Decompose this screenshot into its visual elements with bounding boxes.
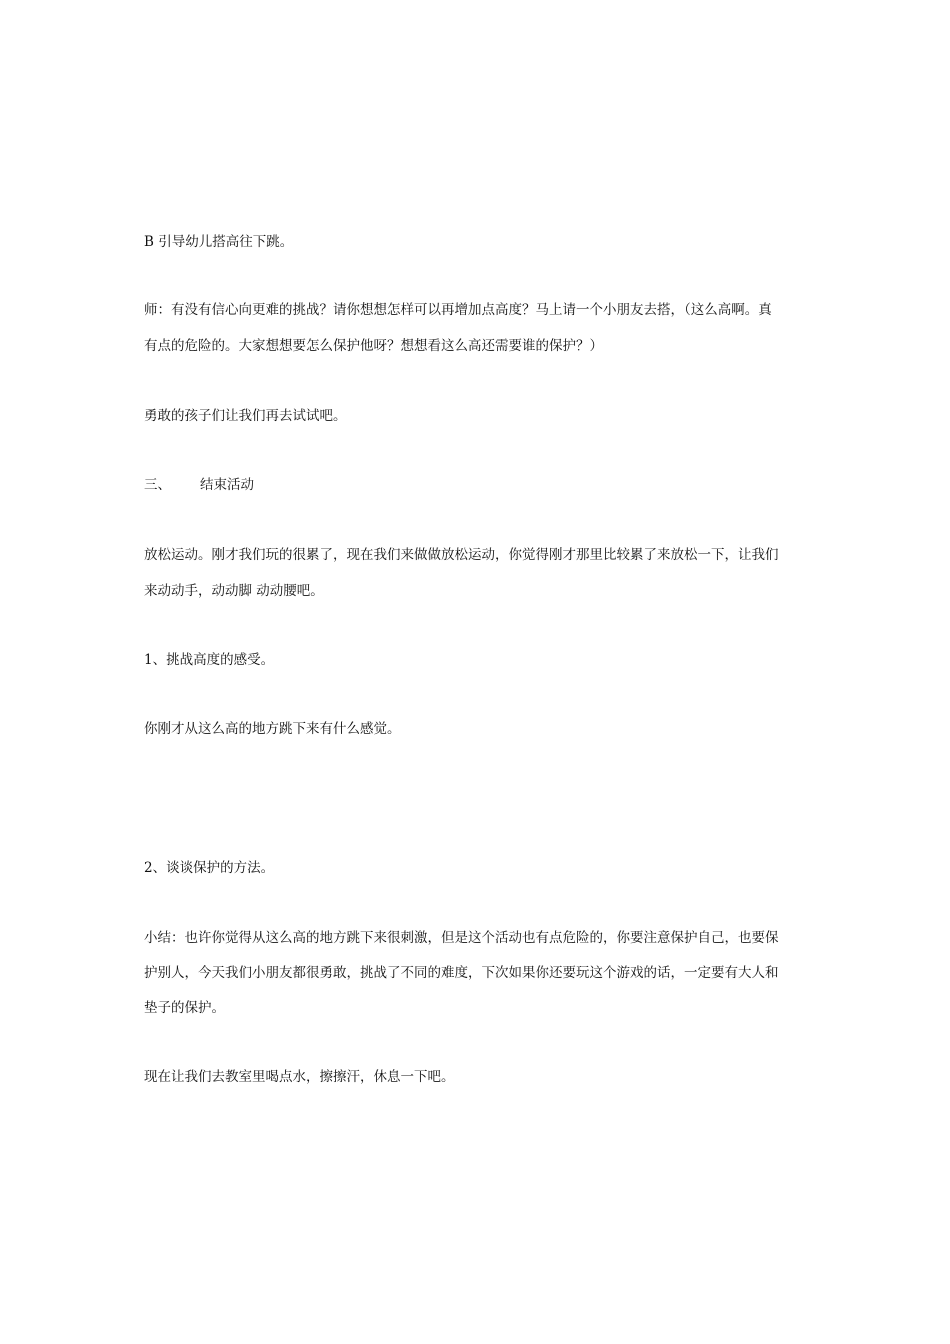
paragraph-teacher-line-1: 师：有没有信心向更难的挑战？请你想想怎样可以再增加点高度？马上请一个小朋友去搭，（这么高啊。真 (144, 302, 772, 318)
paragraph-summary-line-1: 小结：也许你觉得从这么高的地方跳下来很刺激，但是这个活动也有点危险的，你要注意保护自己，也要保 (144, 930, 779, 946)
paragraph-feeling-question: 你刚才从这么高的地方跳下来有什么感觉。 (144, 721, 401, 737)
paragraph-teacher-line-2: 有点的危险的。大家想想要怎么保护他呀？想想看这么高还需要谁的保护？） (144, 338, 603, 354)
paragraph-relax-line-2: 来动动手，动动脚 动动腰吧。 (144, 583, 324, 599)
paragraph-summary-line-3: 垫子的保护。 (144, 1000, 225, 1016)
list-item-1: 1、挑战高度的感受。 (144, 652, 275, 668)
list-item-2: 2、谈谈保护的方法。 (144, 860, 275, 876)
paragraph-relax-line-1: 放松运动。刚才我们玩的很累了，现在我们来做做放松运动，你觉得刚才那里比较累了来放松一下，让我们 (144, 547, 779, 563)
paragraph-summary-line-2: 护别人，今天我们小朋友都很勇敢，挑战了不同的难度，下次如果你还要玩这个游戏的话，一定要有大人和 (144, 965, 779, 981)
paragraph-brave-children: 勇敢的孩子们让我们再去试试吧。 (144, 408, 347, 424)
section-title: 结束活动 (200, 477, 254, 493)
paragraph-closing: 现在让我们去教室里喝点水，擦擦汗，休息一下吧。 (144, 1069, 455, 1085)
section-heading-3 (144, 475, 814, 495)
section-number: 三、 (144, 477, 171, 493)
paragraph-step-b: B 引导幼儿搭高往下跳。 (144, 234, 294, 250)
